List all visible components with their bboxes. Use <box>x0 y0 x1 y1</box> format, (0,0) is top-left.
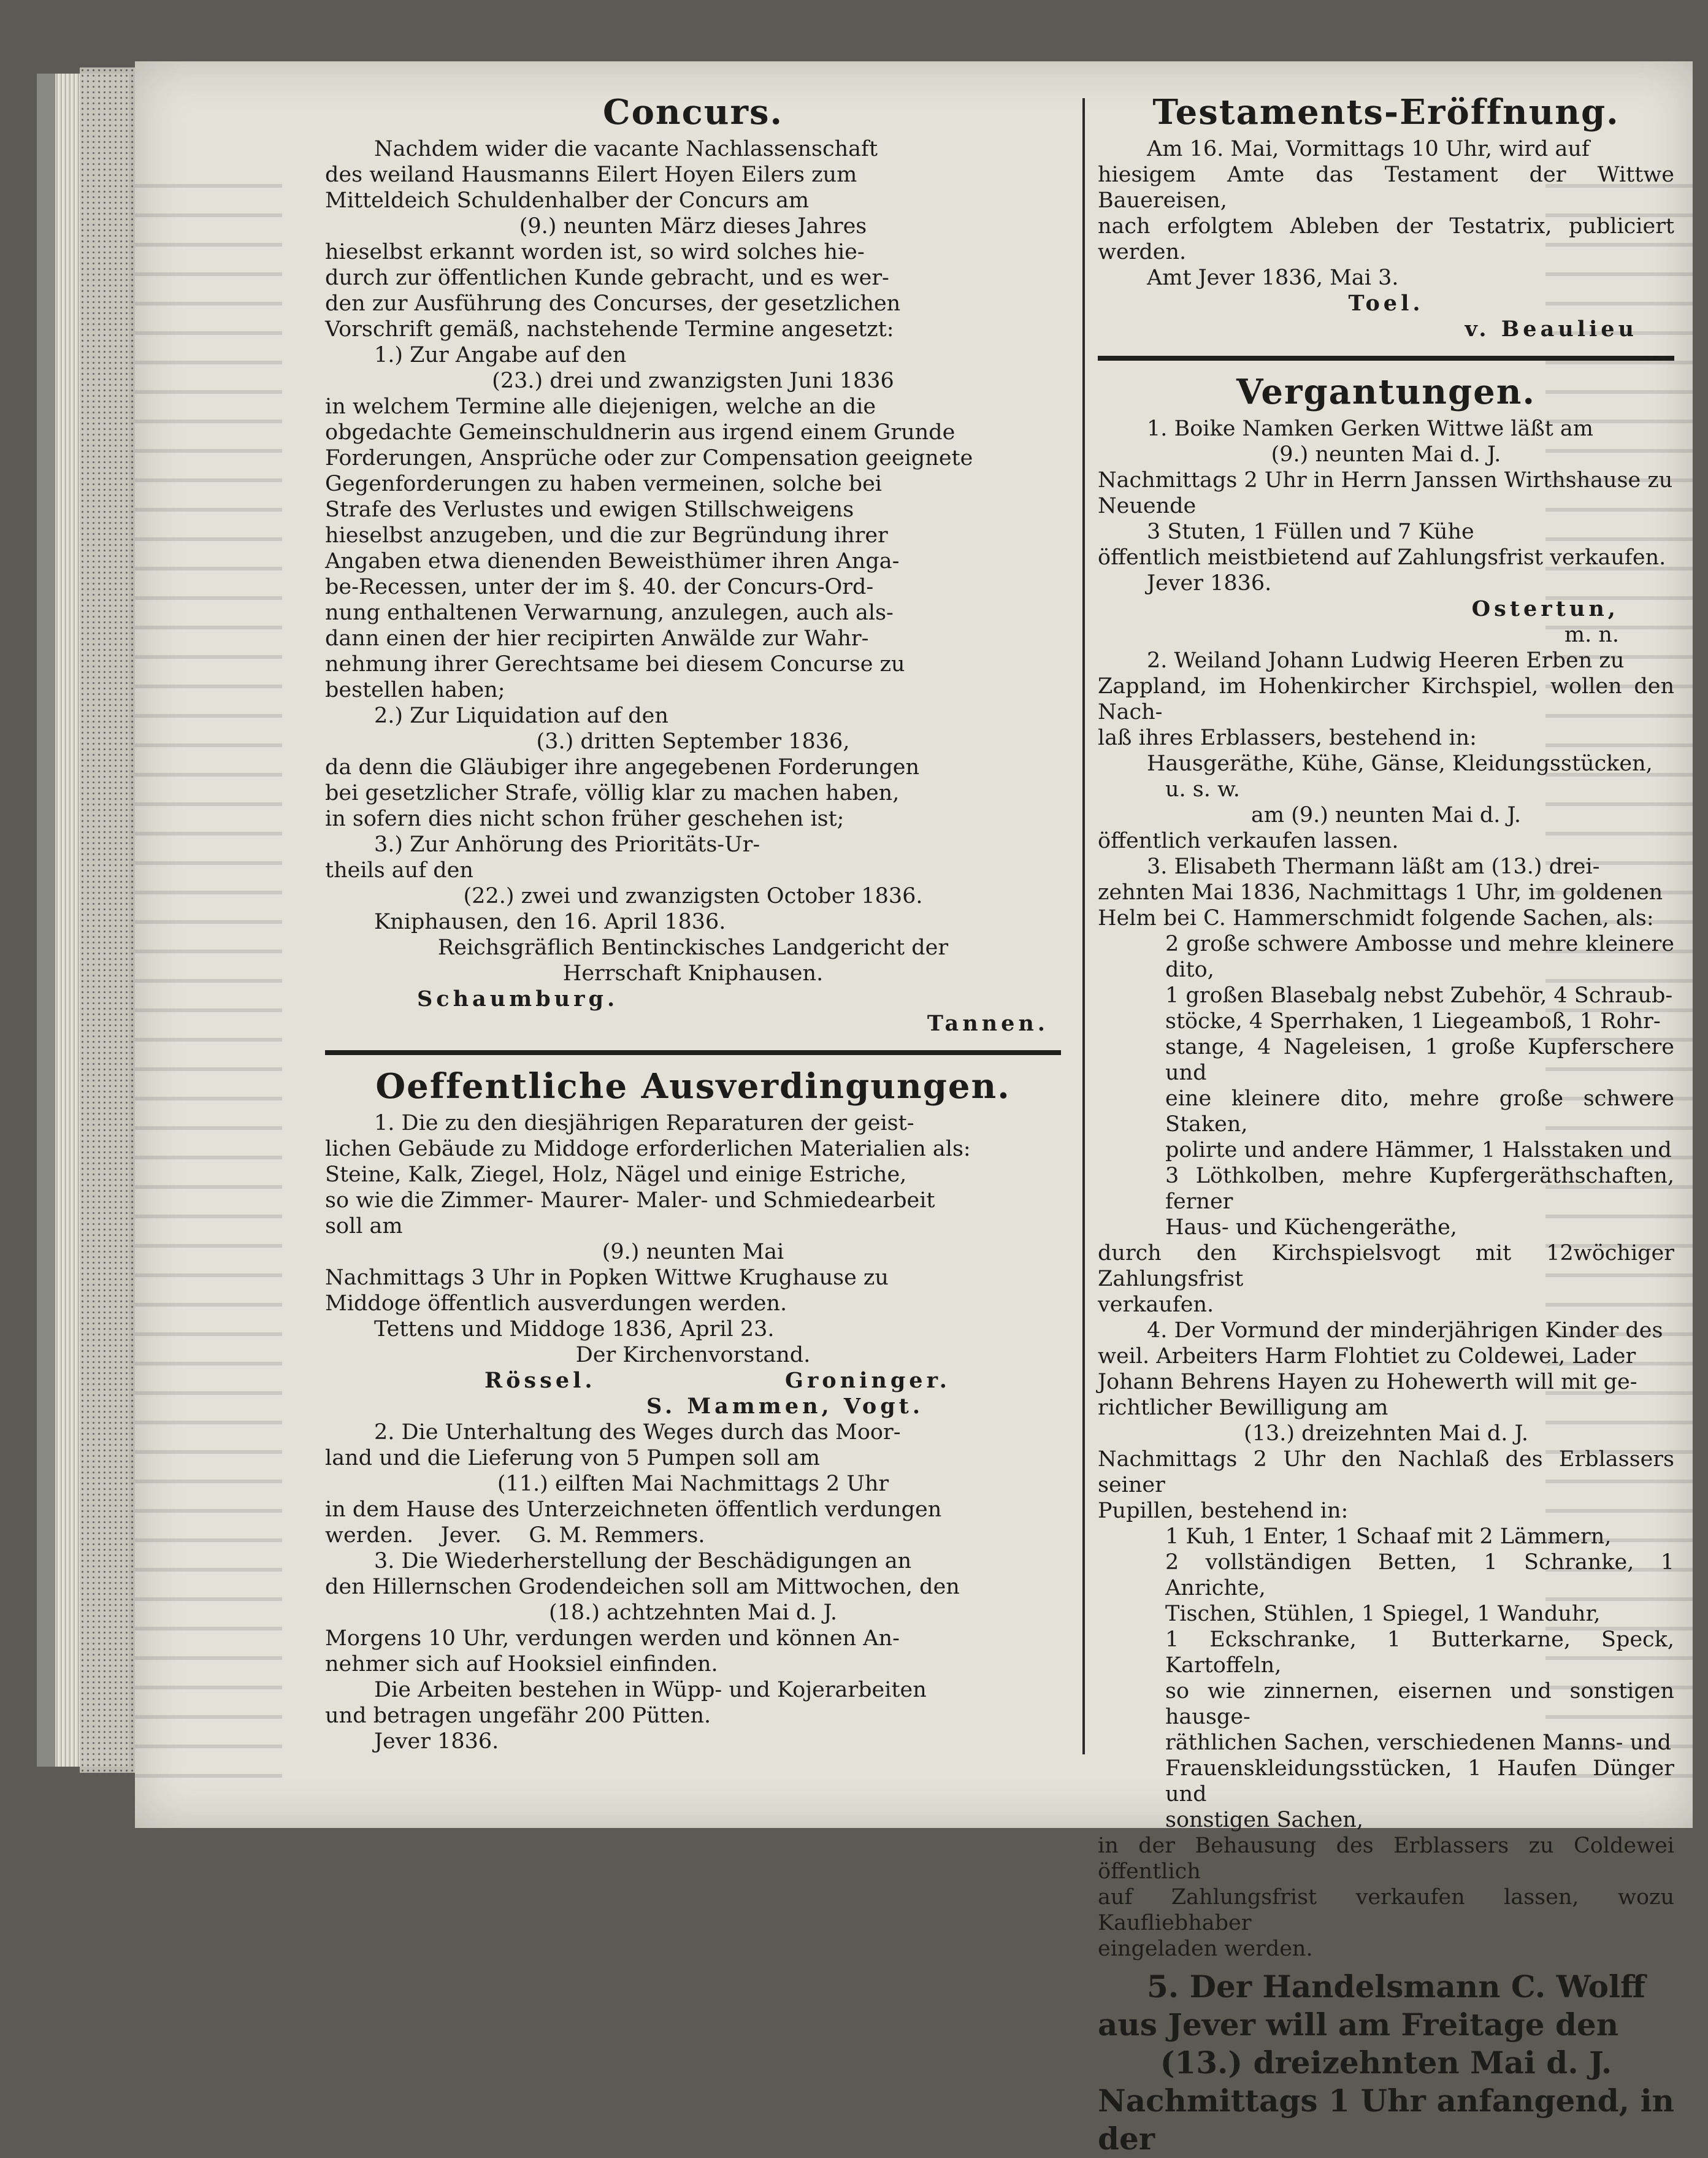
signature: m. n. <box>1564 623 1619 647</box>
text-line: Tettens und Middoge 1836, April 23. <box>374 1317 775 1342</box>
vergantungen-item-3 <box>1098 854 1674 1318</box>
text-line: und betragen ungefähr 200 Pütten. <box>325 1703 711 1728</box>
text-line: u. s. w. <box>1165 777 1240 802</box>
text-line: dann einen der hier recipirten Anwälde zur Wahr- <box>325 626 869 651</box>
text-line: stöcke, 4 Sperrhaken, 1 Liegeamboß, 1 Rohr- <box>1165 1009 1661 1034</box>
signature-left: Schaumburg. <box>417 986 619 1012</box>
text-line: Nachmittags 2 Uhr den Nachlaß des Erblassers seiner <box>1098 1447 1674 1497</box>
text-line: aus Jever will am Freitage den <box>1098 2006 1619 2043</box>
text-line: Hausgeräthe, Kühe, Gänse, Kleidungsstücken, <box>1147 751 1653 776</box>
signature: Ostertun, <box>1471 596 1619 621</box>
right-column <box>1098 92 1674 2158</box>
text-line: be-Recessen, unter der im §. 40. der Concurs-Ord- <box>325 575 874 599</box>
ausverdingungen-item-2 <box>325 1419 1061 1548</box>
text-line: Johann Behrens Hayen zu Hohewerth will mit ge- <box>1098 1370 1637 1394</box>
text-line: so wie die Zimmer- Maurer- Maler- und Schmiedearbeit <box>325 1188 935 1213</box>
text-line: theils auf den <box>325 858 473 883</box>
text-line: (23.) drei und zwanzigsten Juni 1836 <box>492 369 894 393</box>
text-line: 2 große schwere Ambosse und mehre kleinere dito, <box>1165 932 1674 982</box>
text-line: Die Arbeiten bestehen in Wüpp- und Kojerarbeiten <box>374 1678 927 1702</box>
text-line: 1 Eckschranke, 1 Butterkarne, Speck, Kartoffeln, <box>1165 1627 1674 1678</box>
text-line: nach erfolgtem Ableben der Testatrix, publiciert werden. <box>1098 214 1674 264</box>
text-line: Reichsgräflich Bentinckisches Landgericht der <box>437 935 949 960</box>
text-line: 2 vollständigen Betten, 1 Schranke, 1 Anrichte, <box>1165 1550 1674 1600</box>
text-line: eine kleinere dito, mehre große schwere Staken, <box>1165 1086 1674 1137</box>
text-line: hieselbst erkannt worden ist, so wird solches hie- <box>325 240 865 264</box>
text-line: in welchem Termine alle diejenigen, welche an die <box>325 394 876 419</box>
text-line: in sofern dies nicht schon früher geschehen ist; <box>325 807 844 831</box>
text-line: 2. Weiland Johann Ludwig Heeren Erben zu <box>1147 648 1625 673</box>
text-line: (9.) neunten Mai <box>602 1240 784 1264</box>
text-line: richtlicher Bewilligung am <box>1098 1396 1388 1420</box>
text-line: obgedachte Gemeinschuldnerin aus irgend einem Grunde <box>325 420 955 445</box>
text-line: Forderungen, Ansprüche oder zur Compensation geeignete <box>325 446 973 470</box>
text-line: 3 Löthkolben, mehre Kupfergeräthschaften, ferner <box>1165 1164 1674 1214</box>
text-line: räthlichen Sachen, verschiedenen Manns- und <box>1165 1730 1672 1755</box>
text-line: Angaben etwa dienenden Beweisthümer ihren Anga- <box>325 549 900 574</box>
text-line: Morgens 10 Uhr, verdungen werden und können An- <box>325 1626 900 1651</box>
item1-signatures <box>325 1368 1061 1394</box>
text-line: 2. Die Unterhaltung des Weges durch das Moor- <box>374 1420 901 1445</box>
text-line: Jever 1836. <box>374 1729 499 1754</box>
text-line: 1 Kuh, 1 Enter, 1 Schaaf mit 2 Lämmern, <box>1165 1524 1612 1549</box>
text-line: Middoge öffentlich ausverdungen werden. <box>325 1291 787 1316</box>
text-line: Herrschaft Kniphausen. <box>562 961 824 986</box>
text-line: stange, 4 Nageleisen, 1 große Kupferschere und <box>1165 1035 1674 1085</box>
text-line: Steine, Kalk, Ziegel, Holz, Nägel und einige Estriche, <box>325 1162 907 1187</box>
text-line: werden. Jever. G. M. Remmers. <box>325 1523 705 1548</box>
text-line: 1.) Zur Angabe auf den <box>374 343 627 367</box>
text-line: in der Behausung des Erblassers zu Coldewei öffentlich <box>1098 1834 1674 1884</box>
signature: Toel. <box>1348 291 1424 316</box>
text-line: Am 16. Mai, Vormittags 10 Uhr, wird auf <box>1147 137 1590 161</box>
text-line: Pupillen, bestehend in: <box>1098 1499 1349 1523</box>
text-line: da denn die Gläubiger ihre angegebenen Forderungen <box>325 755 920 780</box>
text-line: Neuende <box>1098 494 1197 518</box>
book-edge-marbling <box>80 67 135 1773</box>
text-line: nehmung ihrer Gerechtsame bei diesem Concurse zu <box>325 652 905 677</box>
bleed-through-left <box>135 184 282 1779</box>
text-line: den zur Ausführung des Concurses, der gesetzlichen <box>325 291 901 316</box>
text-line: auf Zahlungsfrist verkaufen lassen, wozu Kaufliebhaber <box>1098 1885 1674 1935</box>
text-line: zehnten Mai 1836, Nachmittags 1 Uhr, im goldenen <box>1098 880 1663 905</box>
section-rule <box>1098 356 1674 361</box>
text-line: Nachdem wider die vacante Nachlassenschaft <box>374 137 878 161</box>
text-line: (9.) neunten März dieses Jahres <box>519 214 867 239</box>
text-line: in dem Hause des Unterzeichneten öffentlich verdungen <box>325 1497 942 1522</box>
text-line: weil. Arbeiters Harm Flohtiet zu Coldewei, Lader <box>1098 1344 1636 1369</box>
text-line: bestellen haben; <box>325 678 505 702</box>
signature-right: Groninger. <box>784 1368 951 1393</box>
text-line: 3. Die Wiederherstellung der Beschädigungen an <box>374 1549 912 1573</box>
text-line: 5. Der Handelsmann C. Wolff <box>1147 1968 1646 2005</box>
text-line: polirte und andere Hämmer, 1 Halsstaken und <box>1165 1138 1672 1162</box>
text-line: 1 großen Blasebalg nebst Zubehör, 4 Schraub- <box>1165 983 1673 1008</box>
vergantungen-heading: Vergantungen. <box>1236 372 1536 412</box>
text-line: Nachmittags 2 Uhr in Herrn Janssen Wirthshause zu <box>1098 468 1673 493</box>
vergantungen-item-5 <box>1098 1968 1674 2158</box>
text-line: hiesigem Amte das Testament der Wittwe Bauereisen, <box>1098 163 1674 213</box>
text-line: Haus- und Küchengeräthe, <box>1165 1215 1457 1240</box>
signature: v. Beaulieu <box>1465 317 1637 342</box>
signature-third: S. Mammen, Vogt. <box>646 1394 924 1419</box>
text-line: Gegenforderungen zu haben vermeinen, solche bei <box>325 472 882 496</box>
text-line: durch zur öffentlichen Kunde gebracht, und es wer- <box>325 266 889 290</box>
text-line: 4. Der Vormund der minderjährigen Kinder des <box>1147 1318 1663 1343</box>
text-line: 1. Die zu den diesjährigen Reparaturen der geist- <box>374 1111 914 1135</box>
signature-right: Tannen. <box>927 1011 1049 1036</box>
text-line: hieselbst anzugeben, und die zur Begründung ihrer <box>325 523 888 548</box>
text-line: so wie zinnernen, eisernen und sonstigen hausge- <box>1165 1679 1674 1729</box>
text-line: eingeladen werden. <box>1098 1937 1313 1961</box>
concurs-heading: Concurs. <box>603 92 783 132</box>
concurs-signatures <box>325 986 1061 1037</box>
text-line: öffentlich verkaufen lassen. <box>1098 829 1399 853</box>
text-line: lichen Gebäude zu Middoge erforderlichen Materialien als: <box>325 1137 971 1161</box>
text-line: Der Kirchenvorstand. <box>575 1343 811 1367</box>
vergantungen-item-4 <box>1098 1318 1674 1962</box>
text-line: 2.) Zur Liquidation auf den <box>374 704 668 728</box>
text-line: Zappland, im Hohenkircher Kirchspiel, wollen den Nach- <box>1098 674 1674 724</box>
column-divider <box>1082 98 1085 1754</box>
text-line: (11.) eilften Mai Nachmittags 2 Uhr <box>497 1472 889 1496</box>
text-line: land und die Lieferung von 5 Pumpen soll am <box>325 1446 820 1470</box>
text-line: den Hillernschen Grodendeichen soll am Mittwochen, den <box>325 1575 960 1599</box>
text-line: bei gesetzlicher Strafe, völlig klar zu machen haben, <box>325 781 900 805</box>
text-line: Amt Jever 1836, Mai 3. <box>1147 266 1399 290</box>
text-line: öffentlich meistbietend auf Zahlungsfrist verkaufen. <box>1098 545 1666 570</box>
text-line: soll am <box>325 1214 403 1238</box>
text-line: Nachmittags 3 Uhr in Popken Wittwe Krughause zu <box>325 1265 889 1290</box>
text-line: verkaufen. <box>1098 1292 1214 1317</box>
text-line: Mitteldeich Schuldenhalber der Concurs am <box>325 188 810 213</box>
text-line: durch den Kirchspielsvogt mit 12wöchiger Zahlungsfrist <box>1098 1241 1674 1291</box>
text-line: (3.) dritten September 1836, <box>536 729 850 754</box>
text-line: Nachmittags 1 Uhr anfangend, in der <box>1098 2083 1674 2157</box>
text-line: Helm bei C. Hammerschmidt folgende Sachen, als: <box>1098 906 1654 931</box>
text-line: Kniphausen, den 16. April 1836. <box>374 910 726 934</box>
text-line: (18.) achtzehnten Mai d. J. <box>549 1600 837 1625</box>
text-line: 3. Elisabeth Thermann läßt am (13.) drei- <box>1147 854 1600 879</box>
text-line: 3.) Zur Anhörung des Prioritäts-Ur- <box>374 832 760 857</box>
signature-left: Rössel. <box>484 1368 596 1393</box>
ausverdingungen-heading: Oeffentliche Ausverdingungen. <box>375 1066 1011 1107</box>
text-line: laß ihres Erblassers, bestehend in: <box>1098 726 1477 750</box>
text-line: 1. Boike Namken Gerken Wittwe läßt am <box>1147 417 1593 441</box>
text-line: Tischen, Stühlen, 1 Spiegel, 1 Wanduhr, <box>1165 1602 1601 1626</box>
text-line: Vorschrift gemäß, nachstehende Termine angesetzt: <box>325 317 894 342</box>
text-line: (22.) zwei und zwanzigsten October 1836. <box>463 884 923 908</box>
text-line: sonstigen Sachen, <box>1165 1808 1363 1832</box>
text-line: (9.) neunten Mai d. J. <box>1271 442 1501 467</box>
left-column <box>325 92 1061 1754</box>
text-line: des weiland Hausmanns Eilert Hoyen Eilers zum <box>325 163 857 187</box>
text-line: (13.) dreizehnten Mai d. J. <box>1160 2045 1612 2081</box>
text-line: Frauenskleidungsstücken, 1 Haufen Dünger und <box>1165 1756 1674 1807</box>
text-line: nehmer sich auf Hooksiel einfinden. <box>325 1652 718 1676</box>
text-line: nung enthaltenen Verwarnung, anzulegen, auch als- <box>325 601 894 625</box>
text-line: am (9.) neunten Mai d. J. <box>1251 803 1521 827</box>
ausverdingungen-item-1 <box>325 1110 1061 1419</box>
section-rule <box>325 1050 1061 1055</box>
text-line: Jever 1836. <box>1147 571 1272 596</box>
vergantungen-item-2 <box>1098 648 1674 854</box>
testament-heading: Testaments-Eröffnung. <box>1152 92 1620 132</box>
concurs-body <box>325 136 1061 1037</box>
text-line: Strafe des Verlustes und ewigen Stillschweigens <box>325 497 854 522</box>
vergantungen-item-1 <box>1098 416 1674 648</box>
text-line: (13.) dreizehnten Mai d. J. <box>1244 1421 1528 1446</box>
ausverdingungen-item-3 <box>325 1548 1061 1754</box>
text-line: 3 Stuten, 1 Füllen und 7 Kühe <box>1147 520 1474 544</box>
